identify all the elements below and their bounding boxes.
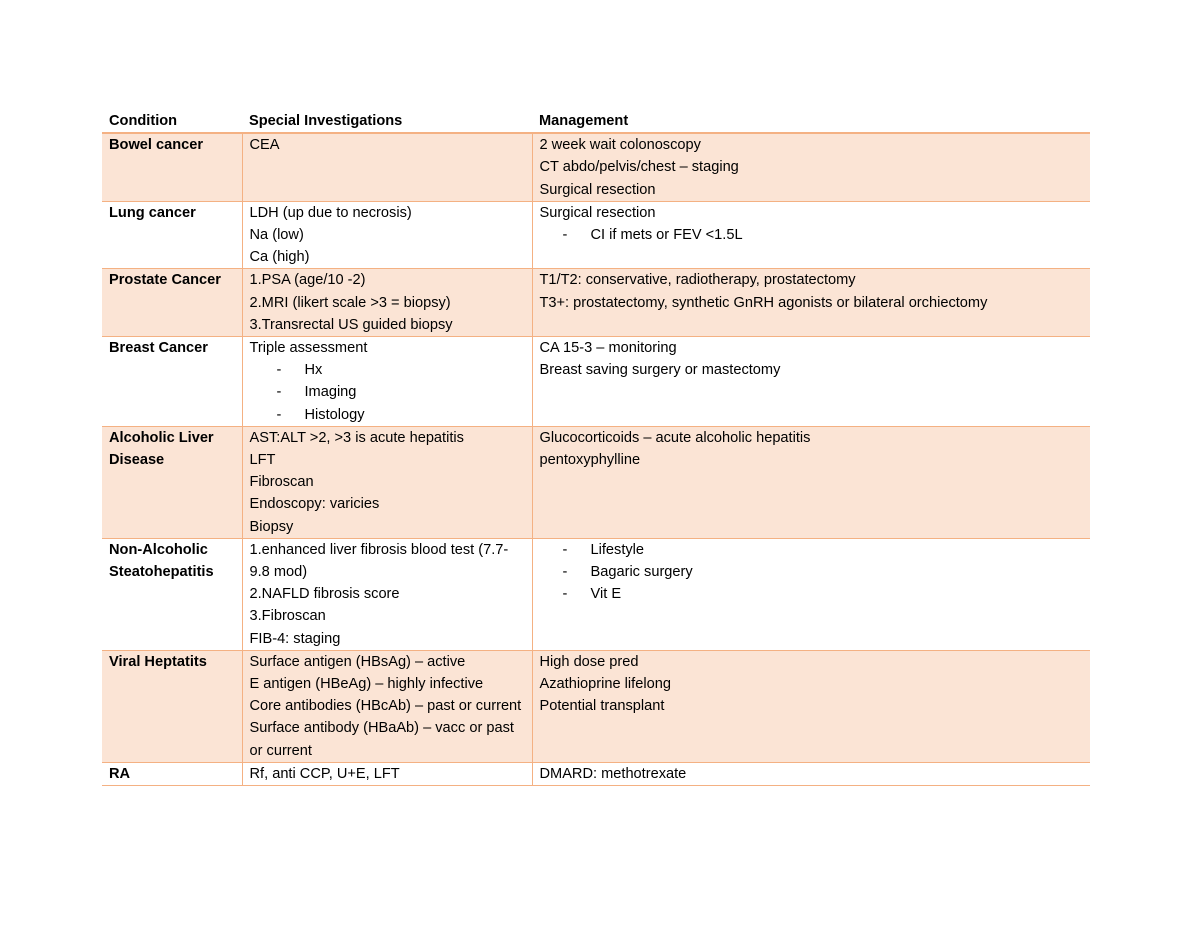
investigations-cell: [242, 538, 532, 650]
management-cell: [532, 650, 1090, 762]
table-row-breast-cancer: [102, 337, 1090, 427]
condition-cell: Viral Heptatits: [102, 650, 242, 762]
investigations-cell: [242, 201, 532, 269]
management-item: T1/T2: conservative, radiotherapy, prostatectomy: [539, 272, 856, 289]
management-item: CA 15-3 – monitoring: [539, 340, 677, 357]
investigation-item: Surface antibody (HBaAb) – vacc or past or current: [249, 720, 514, 759]
table-row-ra: [102, 762, 1090, 785]
conditions-table: [102, 109, 1090, 786]
management-bullet-item: [540, 583, 1085, 605]
bullet-text: Bagaric surgery: [590, 564, 693, 581]
investigations-cell: [242, 762, 532, 785]
bullet-dash: -: [562, 541, 568, 558]
bullet-text: CI if mets or FEV <1.5L: [590, 227, 743, 244]
table-header-row: [102, 109, 1090, 133]
investigation-item: Endoscopy: varicies: [249, 496, 380, 513]
investigation-bullet-item: [250, 404, 526, 426]
management-cell: [532, 762, 1090, 785]
bullet-text: Histology: [304, 406, 365, 423]
investigations-cell: [242, 426, 532, 538]
investigation-item: Biopsy: [249, 518, 294, 535]
management-item: High dose pred: [539, 653, 639, 670]
bullet-text: Vit E: [590, 586, 622, 603]
investigation-item: FIB-4: staging: [249, 630, 341, 647]
management-cell: [532, 201, 1090, 269]
investigation-bullet-item: [250, 359, 526, 381]
investigation-item: 1.PSA (age/10 -2): [249, 272, 366, 289]
investigation-item: E antigen (HBeAg) – highly infective: [249, 676, 484, 693]
header-management: Management: [532, 109, 1090, 133]
condition-cell: Lung cancer: [102, 201, 242, 269]
management-item: Surgical resection: [539, 181, 656, 198]
management-item: T3+: prostatectomy, synthetic GnRH agonists or bilateral orchiectomy: [539, 294, 988, 311]
table-row-nash: [102, 538, 1090, 650]
management-item: pentoxyphylline: [539, 452, 641, 469]
management-bullet-item: [540, 224, 1085, 246]
investigation-item: 3.Fibroscan: [249, 608, 326, 625]
condition-cell: Breast Cancer: [102, 337, 242, 427]
management-bullet-item: [540, 561, 1085, 583]
investigation-item: Surface antigen (HBsAg) – active: [249, 653, 466, 670]
condition-cell: Non-Alcoholic Steatohepatitis: [102, 538, 242, 650]
condition-cell: Alcoholic Liver Disease: [102, 426, 242, 538]
condition-cell: Prostate Cancer: [102, 269, 242, 337]
management-item: Surgical resection: [539, 204, 656, 221]
investigation-item: 1.enhanced liver fibrosis blood test (7.7-9.8 mod): [249, 541, 509, 581]
management-cell: [532, 269, 1090, 337]
investigations-cell: [242, 337, 532, 427]
investigation-item: CEA: [249, 137, 280, 154]
bullet-dash: -: [562, 227, 568, 244]
management-item: CT abdo/pelvis/chest – staging: [539, 159, 739, 176]
management-item: Potential transplant: [539, 698, 665, 715]
bullet-text: Imaging: [304, 384, 357, 401]
investigation-item: Triple assessment: [249, 340, 368, 357]
table-row-bowel-cancer: [102, 133, 1090, 201]
header-condition: Condition: [102, 109, 242, 133]
table-row-viral-hepatitis: [102, 650, 1090, 762]
management-item: Azathioprine lifelong: [539, 676, 671, 693]
condition-cell: RA: [102, 762, 242, 785]
investigation-item: Fibroscan: [249, 474, 314, 491]
bullet-text: Hx: [304, 362, 323, 379]
investigation-item: AST:ALT >2, >3 is acute hepatitis: [249, 429, 464, 446]
management-cell: [532, 133, 1090, 201]
bullet-dash: -: [276, 384, 282, 401]
investigation-item: Rf, anti CCP, U+E, LFT: [249, 765, 400, 782]
investigation-item: Na (low): [249, 227, 304, 244]
management-cell: [532, 426, 1090, 538]
investigation-item: 2.NAFLD fibrosis score: [249, 586, 400, 603]
investigation-item: 3.Transrectal US guided biopsy: [249, 316, 453, 333]
investigation-item: LFT: [249, 452, 276, 469]
management-item: Glucocorticoids – acute alcoholic hepatitis: [539, 429, 811, 446]
investigation-bullet-item: [250, 381, 526, 403]
bullet-dash: -: [562, 586, 568, 603]
investigation-item: Ca (high): [249, 249, 310, 266]
investigation-item: Core antibodies (HBcAb) – past or current: [249, 698, 522, 715]
management-item: 2 week wait colonoscopy: [539, 137, 701, 154]
investigation-item: 2.MRI (likert scale >3 = biopsy): [249, 294, 451, 311]
investigations-cell: [242, 269, 532, 337]
table-row-lung-cancer: [102, 201, 1090, 269]
table-row-prostate-cancer: [102, 269, 1090, 337]
bullet-dash: -: [562, 564, 568, 581]
bullet-text: Lifestyle: [590, 541, 645, 558]
management-item: DMARD: methotrexate: [539, 765, 687, 782]
investigations-cell: [242, 133, 532, 201]
investigations-cell: [242, 650, 532, 762]
management-cell: [532, 538, 1090, 650]
bullet-dash: -: [276, 362, 282, 379]
management-cell: [532, 337, 1090, 427]
bullet-dash: -: [276, 406, 282, 423]
table-row-alcoholic-liver-disease: [102, 426, 1090, 538]
management-bullet-item: [540, 539, 1085, 561]
header-investigations: Special Investigations: [242, 109, 532, 133]
management-item: Breast saving surgery or mastectomy: [539, 362, 781, 379]
investigation-item: LDH (up due to necrosis): [249, 204, 412, 221]
condition-cell: Bowel cancer: [102, 133, 242, 201]
